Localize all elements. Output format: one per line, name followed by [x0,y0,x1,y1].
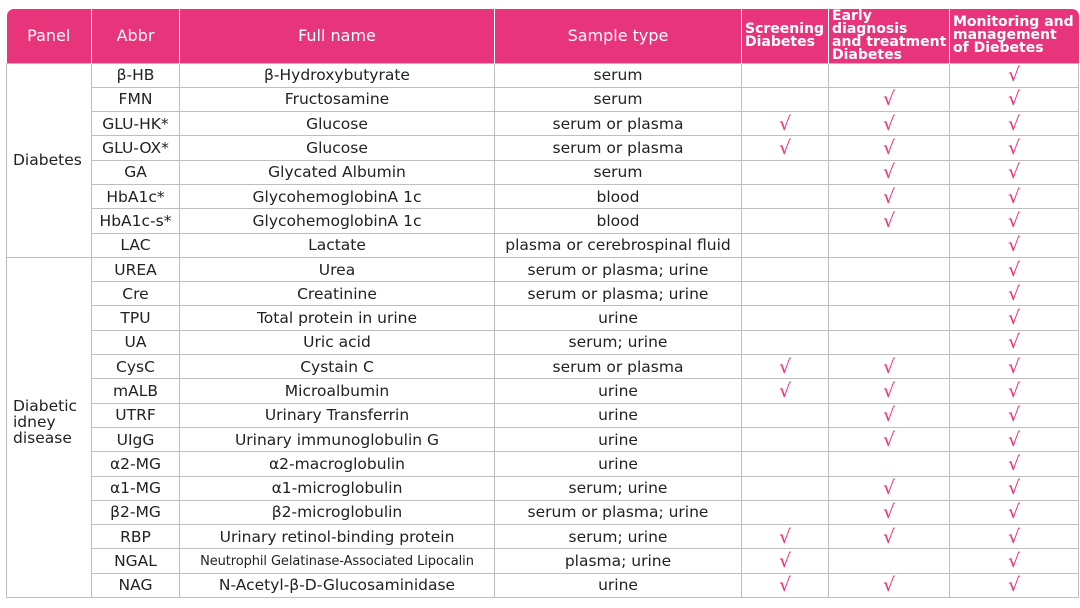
sample-type-cell: urine [495,573,742,597]
header-monitoring-line: of Diebetes [953,40,1044,57]
table-row [7,87,1079,111]
table-row [7,112,1079,136]
early-diagnosis-cell [829,160,950,184]
full-name-cell: Glucose [180,136,495,160]
table-row [7,403,1079,427]
header-panel: Panel [7,9,92,63]
header-row [7,9,1079,63]
check-mark-icon: √ [1007,452,1021,475]
monitoring-cell [950,282,1079,306]
full-name-cell: Glucose [180,112,495,136]
sample-type-cell: serum; urine [495,476,742,500]
monitoring-cell [950,306,1079,330]
full-name-cell: Glycated Albumin [180,160,495,184]
abbr-cell: UTRF [92,403,180,427]
check-mark-icon: √ [1007,428,1021,451]
check-mark-icon: √ [882,477,896,500]
screening-cell [742,330,829,354]
screening-cell [742,500,829,524]
sample-type-cell: serum or plasma [495,112,742,136]
table-row [7,573,1079,597]
screening-cell [742,209,829,233]
early-diagnosis-cell [829,136,950,160]
check-mark-icon: √ [882,185,896,208]
table-row [7,355,1079,379]
check-mark-icon: √ [778,525,792,548]
sample-type-cell: urine [495,452,742,476]
monitoring-cell [950,63,1079,87]
table-row [7,184,1079,208]
abbr-cell: RBP [92,525,180,549]
check-mark-icon: √ [1007,380,1021,402]
check-mark-icon: √ [882,137,896,160]
sample-type-cell: blood [495,184,742,208]
full-name-cell: α1-microglobulin [180,476,495,500]
abbr-cell: α1-MG [92,476,180,500]
check-mark-icon: √ [1007,258,1021,281]
abbr-cell: Cre [92,282,180,306]
early-diagnosis-cell [829,355,950,379]
sample-type-cell: serum or plasma; urine [495,500,742,524]
check-mark-icon: √ [882,428,896,451]
early-diagnosis-cell [829,112,950,136]
check-mark-icon: √ [882,209,896,232]
check-mark-icon: √ [1007,404,1021,427]
monitoring-cell [950,355,1079,379]
table-row [7,257,1079,281]
check-mark-icon: √ [1007,234,1021,257]
early-diagnosis-cell [829,476,950,500]
check-mark-icon: √ [778,550,792,573]
monitoring-cell [950,379,1079,403]
sample-type-cell: urine [495,379,742,403]
biomarker-table-panel [6,9,1078,603]
sample-type-cell: serum or plasma; urine [495,282,742,306]
sample-type-cell: serum; urine [495,525,742,549]
table-row [7,282,1079,306]
early-diagnosis-cell [829,87,950,111]
header-early-diagnosis [829,9,950,63]
early-diagnosis-cell [829,306,950,330]
table-row [7,452,1079,476]
abbr-cell: mALB [92,379,180,403]
screening-cell [742,549,829,573]
screening-cell [742,160,829,184]
check-mark-icon: √ [1007,209,1021,232]
full-name-cell: β2-microglobulin [180,500,495,524]
panel-cell [7,257,92,597]
check-mark-icon: √ [778,112,792,135]
header-early-line: Diabetes [832,46,902,63]
full-name-cell: Uric acid [180,330,495,354]
early-diagnosis-cell [829,63,950,87]
monitoring-cell [950,573,1079,597]
check-mark-icon: √ [1007,331,1021,354]
full-name-cell: Urinary immunoglobulin G [180,427,495,451]
full-name-cell: N-Acetyl-β-D-Glucosaminidase [180,573,495,597]
monitoring-cell [950,452,1079,476]
screening-cell [742,306,829,330]
early-diagnosis-cell [829,549,950,573]
abbr-cell: GLU-OX* [92,136,180,160]
panel-label-line: disease [13,428,72,447]
full-name-cell: β-Hydroxybutyrate [180,63,495,87]
table-row [7,330,1079,354]
check-mark-icon: √ [882,380,896,402]
check-mark-icon: √ [882,161,896,184]
table-header [7,9,1079,63]
abbr-cell: TPU [92,306,180,330]
header-monitoring-line: management [953,27,1057,44]
monitoring-cell [950,476,1079,500]
check-mark-icon: √ [882,355,896,378]
table-row [7,233,1079,257]
early-diagnosis-cell [829,330,950,354]
abbr-cell: NGAL [92,549,180,573]
sample-type-cell: serum [495,63,742,87]
full-name-cell: Cystain C [180,355,495,379]
abbr-cell: UREA [92,257,180,281]
sample-type-cell: urine [495,403,742,427]
check-mark-icon: √ [1007,64,1021,87]
abbr-cell: β2-MG [92,500,180,524]
early-diagnosis-cell [829,257,950,281]
screening-cell [742,87,829,111]
early-diagnosis-cell [829,282,950,306]
header-screening-line: Diabetes [745,33,815,50]
monitoring-cell [950,403,1079,427]
early-diagnosis-cell [829,573,950,597]
check-mark-icon: √ [1007,477,1021,500]
monitoring-cell [950,112,1079,136]
full-name-cell: GlycohemoglobinA 1c [180,184,495,208]
sample-type-cell: serum or plasma [495,355,742,379]
monitoring-cell [950,209,1079,233]
monitoring-cell [950,427,1079,451]
screening-cell [742,403,829,427]
abbr-cell: GA [92,160,180,184]
check-mark-icon: √ [882,88,896,111]
table-row [7,306,1079,330]
table-row [7,525,1079,549]
screening-cell [742,184,829,208]
screening-cell [742,282,829,306]
abbr-cell: HbA1c* [92,184,180,208]
sample-type-cell: plasma; urine [495,549,742,573]
screening-cell [742,257,829,281]
monitoring-cell [950,233,1079,257]
screening-cell [742,476,829,500]
check-mark-icon: √ [1007,574,1021,597]
screening-cell [742,427,829,451]
table-row [7,160,1079,184]
sample-type-cell: urine [495,306,742,330]
screening-cell [742,136,829,160]
check-mark-icon: √ [882,112,896,135]
full-name-cell: Urea [180,257,495,281]
sample-type-cell: serum or plasma [495,136,742,160]
early-diagnosis-cell [829,525,950,549]
check-mark-icon: √ [778,137,792,160]
full-name-cell: α2-macroglobulin [180,452,495,476]
monitoring-cell [950,549,1079,573]
early-diagnosis-cell [829,184,950,208]
screening-cell [742,525,829,549]
full-name-cell: Microalbumin [180,379,495,403]
sample-type-cell: serum or plasma; urine [495,257,742,281]
table-row [7,136,1079,160]
check-mark-icon: √ [882,404,896,427]
screening-cell [742,233,829,257]
abbr-cell: UIgG [92,427,180,451]
monitoring-cell [950,184,1079,208]
header-screening-line: Screening [745,20,825,37]
sample-type-cell: blood [495,209,742,233]
sample-type-cell: serum [495,87,742,111]
table-row [7,427,1079,451]
panel-label-line: Diabetic [13,396,78,415]
table-row [7,549,1079,573]
abbr-cell: HbA1c-s* [92,209,180,233]
check-mark-icon: √ [1007,282,1021,305]
header-abbr: Abbr [92,9,180,63]
early-diagnosis-cell [829,209,950,233]
table-row [7,63,1079,87]
early-diagnosis-cell [829,403,950,427]
abbr-cell: GLU-HK* [92,112,180,136]
sample-type-cell: plasma or cerebrospinal fluid [495,233,742,257]
monitoring-cell [950,136,1079,160]
panel-label-line: idney [13,412,56,431]
screening-cell [742,379,829,403]
early-diagnosis-cell [829,379,950,403]
abbr-cell: CysC [92,355,180,379]
check-mark-icon: √ [778,574,792,597]
header-early-line: Early diagnosis [832,7,908,37]
header-full-name: Full name [180,9,495,63]
biomarker-table [6,9,1079,598]
table-row [7,500,1079,524]
header-monitoring [950,9,1079,63]
early-diagnosis-cell [829,233,950,257]
monitoring-cell [950,330,1079,354]
header-screening [742,9,829,63]
early-diagnosis-cell [829,452,950,476]
abbr-cell: UA [92,330,180,354]
full-name-cell: Lactate [180,233,495,257]
monitoring-cell [950,500,1079,524]
check-mark-icon: √ [882,501,896,524]
abbr-cell: NAG [92,573,180,597]
table-row [7,209,1079,233]
screening-cell [742,452,829,476]
full-name-cell: Urinary Transferrin [180,403,495,427]
check-mark-icon: √ [1007,112,1021,135]
check-mark-icon: √ [1007,307,1021,330]
early-diagnosis-cell [829,500,950,524]
early-diagnosis-cell [829,427,950,451]
check-mark-icon: √ [1007,137,1021,160]
screening-cell [742,112,829,136]
sample-type-cell: urine [495,427,742,451]
abbr-cell: LAC [92,233,180,257]
check-mark-icon: √ [1007,355,1021,378]
abbr-cell: FMN [92,87,180,111]
sample-type-cell: serum; urine [495,330,742,354]
header-monitoring-line: Monitoring and [953,14,1074,31]
full-name-cell: GlycohemoglobinA 1c [180,209,495,233]
full-name-cell: Creatinine [180,282,495,306]
check-mark-icon: √ [1007,501,1021,524]
monitoring-cell [950,160,1079,184]
screening-cell [742,573,829,597]
monitoring-cell [950,257,1079,281]
monitoring-cell [950,87,1079,111]
table-row [7,476,1079,500]
header-sample-type: Sample type [495,9,742,63]
check-mark-icon: √ [1007,550,1021,573]
monitoring-cell [950,525,1079,549]
full-name-cell: Neutrophil Gelatinase-Associated Lipocalin [180,549,495,573]
check-mark-icon: √ [1007,161,1021,184]
check-mark-icon: √ [1007,185,1021,208]
header-early-line: and treatment [832,33,947,50]
check-mark-icon: √ [1007,525,1021,548]
check-mark-icon: √ [882,574,896,597]
check-mark-icon: √ [1007,88,1021,111]
table-row [7,379,1079,403]
screening-cell [742,63,829,87]
table-body [7,63,1079,598]
sample-type-cell: serum [495,160,742,184]
abbr-cell: β-HB [92,63,180,87]
full-name-cell: Urinary retinol-binding protein [180,525,495,549]
full-name-cell: Fructosamine [180,87,495,111]
check-mark-icon: √ [882,525,896,548]
check-mark-icon: √ [778,380,792,402]
abbr-cell: α2-MG [92,452,180,476]
panel-cell: Diabetes [7,63,92,257]
check-mark-icon: √ [778,355,792,378]
screening-cell [742,355,829,379]
full-name-cell: Total protein in urine [180,306,495,330]
